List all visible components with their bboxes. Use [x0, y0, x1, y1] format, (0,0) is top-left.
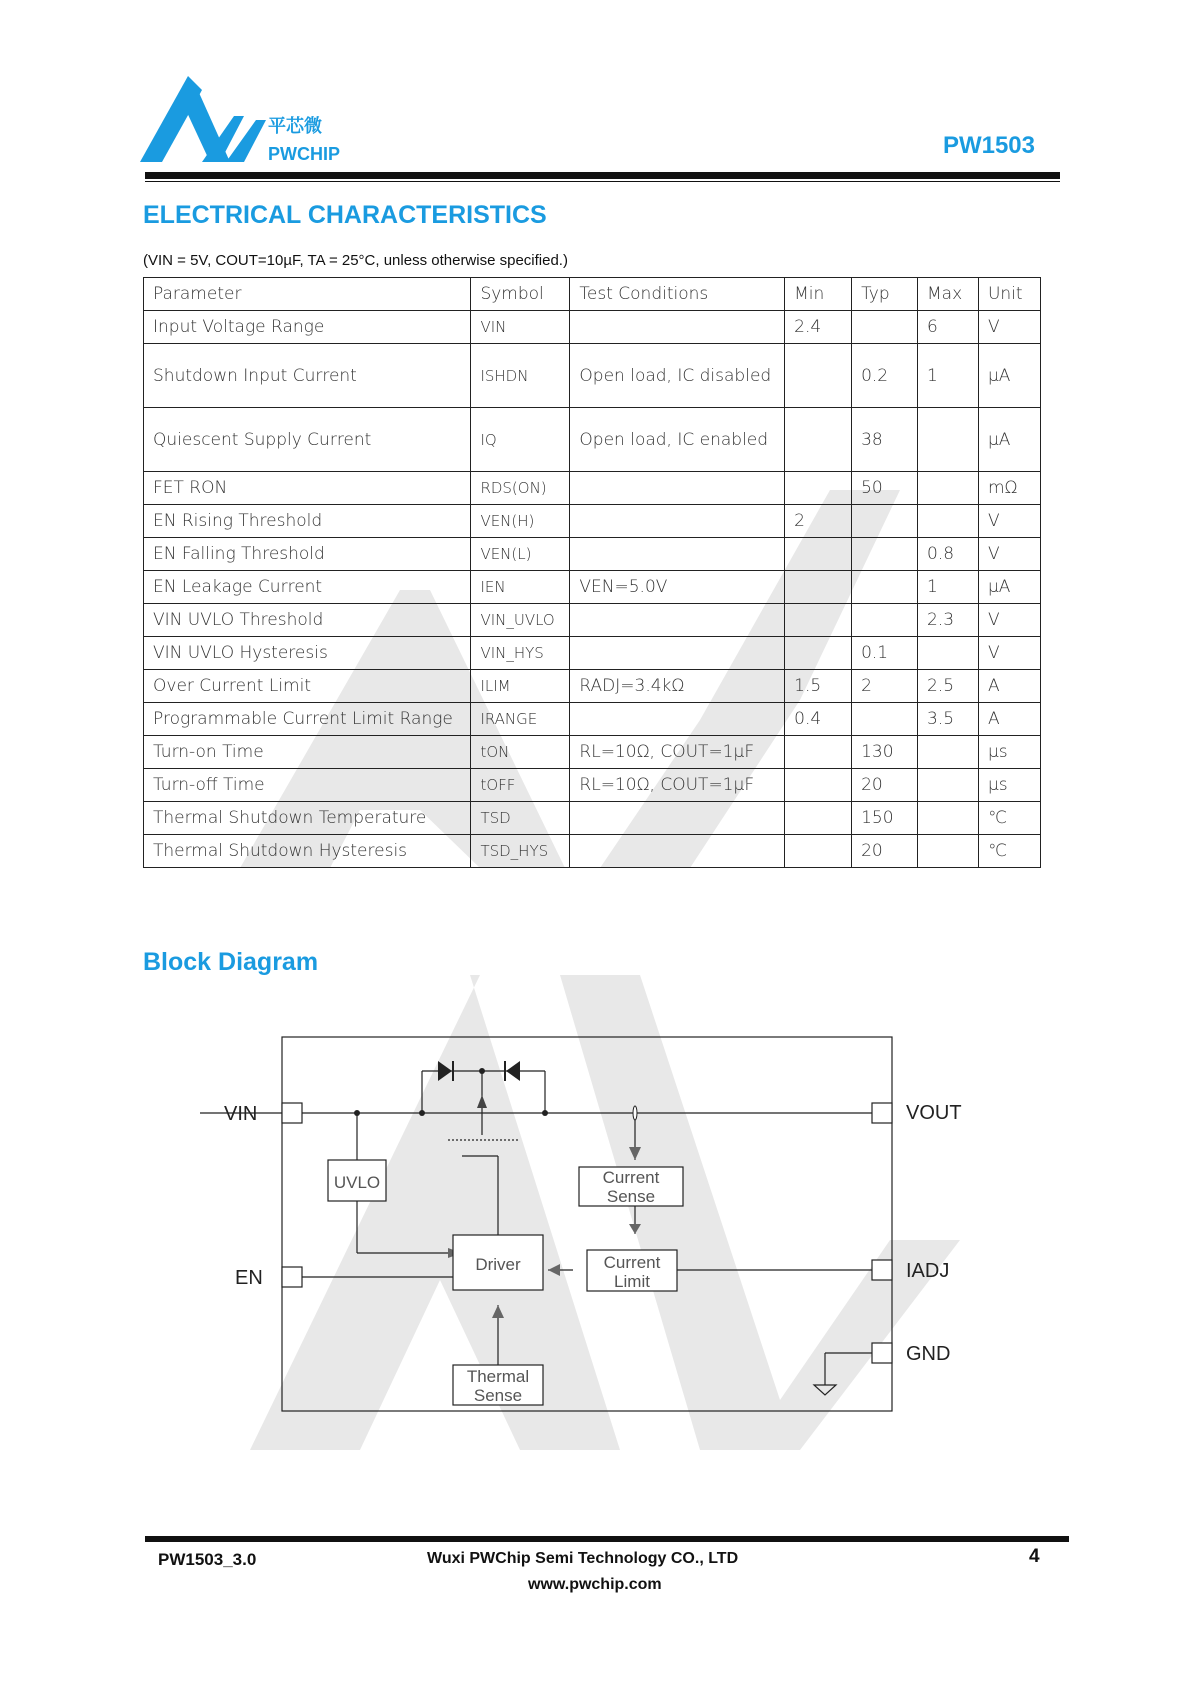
- vout-pin: [872, 1103, 892, 1123]
- electrical-characteristics-title: ELECTRICAL CHARACTERISTICS: [143, 201, 547, 229]
- cell-typ: [852, 505, 918, 538]
- cell-min: [785, 637, 852, 670]
- cell-unit: ℃: [978, 835, 1040, 868]
- cell-parameter: Quiescent Supply Current: [144, 408, 471, 472]
- cell-parameter: Over Current Limit: [144, 670, 471, 703]
- cell-max: [918, 736, 979, 769]
- cell-max: [918, 769, 979, 802]
- table-row: [144, 604, 1041, 637]
- iadj-pin: [872, 1260, 892, 1280]
- gnd-pin-label: GND: [906, 1343, 951, 1365]
- cell-test-condition: VEN=5.0V: [570, 571, 785, 604]
- vin-pin-label: VIN: [224, 1103, 258, 1125]
- cell-test-condition: RADJ=3.4kΩ: [570, 670, 785, 703]
- cell-typ: [852, 703, 918, 736]
- fet-arrow-icon: [477, 1095, 487, 1108]
- en-pin: [282, 1267, 302, 1287]
- cell-unit: V: [978, 604, 1040, 637]
- table-row: [144, 769, 1041, 802]
- cell-unit: A: [978, 703, 1040, 736]
- cell-max: 1: [918, 344, 979, 408]
- table-row: [144, 736, 1041, 769]
- cell-parameter: EN Falling Threshold: [144, 538, 471, 571]
- cell-min: 2.4: [785, 311, 852, 344]
- cell-max: [918, 802, 979, 835]
- cell-parameter: Thermal Shutdown Hysteresis: [144, 835, 471, 868]
- cell-unit: µA: [978, 408, 1040, 472]
- column-header: Unit: [978, 278, 1040, 311]
- cell-test-condition: [570, 802, 785, 835]
- cell-symbol: TSD: [471, 802, 570, 835]
- cell-max: 2.3: [918, 604, 979, 637]
- cell-test-condition: Open load, IC disabled: [570, 344, 785, 408]
- cell-test-condition: [570, 472, 785, 505]
- cell-test-condition: RL=10Ω, COUT=1µF: [570, 736, 785, 769]
- cell-test-condition: [570, 505, 785, 538]
- cell-unit: A: [978, 670, 1040, 703]
- cell-parameter: EN Leakage Current: [144, 571, 471, 604]
- cell-parameter: VIN UVLO Hysteresis: [144, 637, 471, 670]
- diode-icon: [438, 1061, 452, 1081]
- cell-unit: V: [978, 538, 1040, 571]
- cell-typ: 38: [852, 408, 918, 472]
- cell-max: [918, 835, 979, 868]
- cell-unit: V: [978, 505, 1040, 538]
- block-diagram: [200, 1020, 980, 1420]
- cell-parameter: Turn-off Time: [144, 769, 471, 802]
- header-divider-thin: [145, 181, 1060, 182]
- cell-min: [785, 769, 852, 802]
- cell-symbol: ISHDN: [471, 344, 570, 408]
- cell-symbol: RDS(ON): [471, 472, 570, 505]
- cell-max: [918, 472, 979, 505]
- table-header-row: [144, 278, 1041, 311]
- cell-max: 2.5: [918, 670, 979, 703]
- cell-min: [785, 344, 852, 408]
- page-number: 4: [1029, 1546, 1040, 1567]
- cell-typ: [852, 311, 918, 344]
- column-header: Max: [918, 278, 979, 311]
- table-row: [144, 472, 1041, 505]
- cell-unit: ℃: [978, 802, 1040, 835]
- current-limit-label: Limit: [614, 1272, 650, 1291]
- table-row: [144, 571, 1041, 604]
- gnd-pin: [872, 1343, 892, 1363]
- document-revision: PW1503_3.0: [158, 1550, 257, 1569]
- cell-test-condition: [570, 703, 785, 736]
- footer-divider: [145, 1536, 1069, 1542]
- table-row: [144, 408, 1041, 472]
- column-header: Min: [785, 278, 852, 311]
- cell-unit: V: [978, 637, 1040, 670]
- iadj-pin-label: IADJ: [906, 1260, 950, 1282]
- column-header: Test Conditions: [570, 278, 785, 311]
- cell-unit: µs: [978, 769, 1040, 802]
- cell-parameter: EN Rising Threshold: [144, 505, 471, 538]
- cell-typ: 0.1: [852, 637, 918, 670]
- cell-symbol: VEN(L): [471, 538, 570, 571]
- electrical-characteristics-table: [143, 277, 1041, 868]
- table-row: [144, 802, 1041, 835]
- cell-max: [918, 408, 979, 472]
- cell-parameter: Shutdown Input Current: [144, 344, 471, 408]
- cell-typ: 0.2: [852, 344, 918, 408]
- cell-test-condition: [570, 538, 785, 571]
- cell-symbol: VIN_UVLO: [471, 604, 570, 637]
- cell-test-condition: [570, 835, 785, 868]
- cell-max: 3.5: [918, 703, 979, 736]
- logo-chinese-name: 平芯微: [268, 116, 322, 137]
- thermal-sense-label: Thermal: [466, 1367, 530, 1386]
- ground-icon: [814, 1385, 836, 1395]
- cell-test-condition: Open load, IC enabled: [570, 408, 785, 472]
- thermal-sense-label: Sense: [473, 1386, 523, 1405]
- cell-min: 0.4: [785, 703, 852, 736]
- cell-typ: 20: [852, 835, 918, 868]
- cell-symbol: TSD_HYS: [471, 835, 570, 868]
- cell-min: 1.5: [785, 670, 852, 703]
- cell-typ: 150: [852, 802, 918, 835]
- table-row: [144, 670, 1041, 703]
- cell-typ: [852, 604, 918, 637]
- cell-typ: [852, 538, 918, 571]
- cell-symbol: IQ: [471, 408, 570, 472]
- cell-symbol: ILIM: [471, 670, 570, 703]
- cell-symbol: VEN(H): [471, 505, 570, 538]
- cell-max: [918, 505, 979, 538]
- cell-typ: 20: [852, 769, 918, 802]
- vin-pin: [282, 1103, 302, 1123]
- table-row: [144, 637, 1041, 670]
- cell-unit: µA: [978, 571, 1040, 604]
- table-row: [144, 835, 1041, 868]
- cell-unit: µs: [978, 736, 1040, 769]
- en-pin-label: EN: [235, 1267, 263, 1289]
- table-row: [144, 311, 1041, 344]
- cell-min: [785, 408, 852, 472]
- cell-min: [785, 802, 852, 835]
- test-conditions-note: (VIN = 5V, COUT=10µF, TA = 25°C, unless otherwise specified.): [143, 252, 568, 269]
- cell-typ: [852, 571, 918, 604]
- cell-typ: 130: [852, 736, 918, 769]
- company-name: Wuxi PWChip Semi Technology CO., LTD: [427, 1550, 739, 1567]
- cell-symbol: VIN_HYS: [471, 637, 570, 670]
- cell-test-condition: RL=10Ω, COUT=1µF: [570, 769, 785, 802]
- table-row: [144, 703, 1041, 736]
- driver-label: Driver: [475, 1255, 521, 1274]
- cell-parameter: Input Voltage Range: [144, 311, 471, 344]
- chip-outline: [282, 1037, 892, 1411]
- block-diagram-title: Block Diagram: [143, 948, 319, 976]
- vout-pin-label: VOUT: [906, 1102, 962, 1124]
- cell-typ: 2: [852, 670, 918, 703]
- cell-symbol: tON: [471, 736, 570, 769]
- table-row: [144, 505, 1041, 538]
- cell-test-condition: [570, 604, 785, 637]
- table-row: [144, 344, 1041, 408]
- company-website: www.pwchip.com: [528, 1576, 662, 1593]
- cell-max: 0.8: [918, 538, 979, 571]
- cell-symbol: tOFF: [471, 769, 570, 802]
- cell-min: [785, 604, 852, 637]
- current-limit-label: Current: [603, 1253, 661, 1272]
- cell-parameter: Programmable Current Limit Range: [144, 703, 471, 736]
- cell-unit: mΩ: [978, 472, 1040, 505]
- cell-parameter: Turn-on Time: [144, 736, 471, 769]
- cell-unit: µA: [978, 344, 1040, 408]
- cell-symbol: IRANGE: [471, 703, 570, 736]
- table-row: [144, 538, 1041, 571]
- cell-min: 2: [785, 505, 852, 538]
- cell-min: [785, 736, 852, 769]
- uvlo-label: UVLO: [333, 1173, 381, 1192]
- header-divider: [145, 172, 1060, 179]
- cell-typ: 50: [852, 472, 918, 505]
- column-header: Symbol: [471, 278, 570, 311]
- cell-min: [785, 472, 852, 505]
- cell-symbol: VIN: [471, 311, 570, 344]
- cell-parameter: FET RON: [144, 472, 471, 505]
- cell-min: [785, 538, 852, 571]
- cell-parameter: VIN UVLO Threshold: [144, 604, 471, 637]
- cell-unit: V: [978, 311, 1040, 344]
- column-header: Parameter: [144, 278, 471, 311]
- cell-min: [785, 835, 852, 868]
- diode-icon: [506, 1061, 520, 1081]
- part-number: PW1503: [942, 132, 1035, 159]
- company-logo: [140, 76, 360, 166]
- cell-min: [785, 571, 852, 604]
- column-header: Typ: [852, 278, 918, 311]
- current-sense-label: Current: [602, 1168, 660, 1187]
- cell-max: 1: [918, 571, 979, 604]
- current-sense-label: Sense: [606, 1187, 656, 1206]
- cell-parameter: Thermal Shutdown Temperature: [144, 802, 471, 835]
- cell-test-condition: [570, 311, 785, 344]
- cell-max: 6: [918, 311, 979, 344]
- logo-mark-icon: [140, 76, 270, 166]
- cell-symbol: IEN: [471, 571, 570, 604]
- cell-max: [918, 637, 979, 670]
- logo-english-name: PWCHIP: [268, 144, 340, 164]
- cell-test-condition: [570, 637, 785, 670]
